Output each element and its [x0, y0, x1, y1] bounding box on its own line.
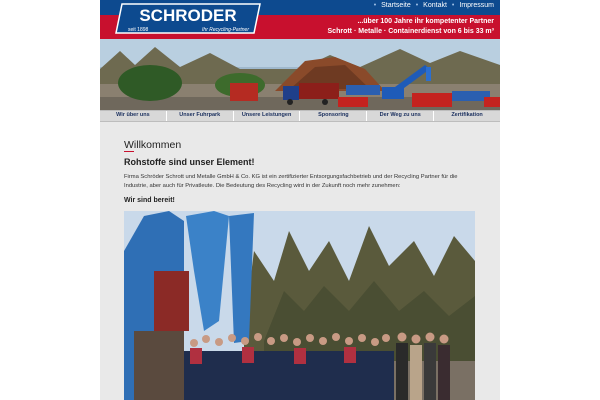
banner-photo — [100, 39, 500, 110]
nav-weg-zu-uns[interactable]: Der Weg zu uns — [367, 111, 434, 121]
nav-fuhrpark[interactable]: Unser Fuhrpark — [167, 111, 234, 121]
tagline — [328, 17, 494, 37]
nav-leistungen[interactable]: Unsere Leistungen — [234, 111, 301, 121]
link-startseite[interactable]: Startseite — [381, 2, 411, 9]
tagline-line-2: Schrott · Metalle · Containerdienst von 6 bis 33 m³ — [327, 28, 494, 35]
logo-name: SCHRODER — [139, 6, 237, 25]
logo-since: seit 1898 — [128, 27, 149, 33]
nav-zertifikation[interactable]: Zertifikation — [451, 112, 483, 118]
bullet-icon: • — [451, 2, 455, 9]
team-photo — [124, 211, 475, 400]
heading-underline — [124, 151, 134, 152]
page-margin — [0, 0, 100, 400]
company-logo[interactable] — [114, 2, 264, 35]
nav-wir-ueber-uns[interactable]: Wir über uns — [100, 111, 167, 121]
top-links — [374, 2, 494, 9]
link-impressum[interactable]: Impressum — [459, 2, 494, 9]
link-kontakt[interactable]: Kontakt — [423, 2, 447, 9]
logo-tagline: Ihr Recycling-Partner — [202, 27, 249, 33]
nav-sponsoring[interactable]: Sponsoring — [300, 111, 367, 121]
welcome-heading: Willkommen — [124, 139, 182, 151]
subheading: Wir sind bereit! — [124, 197, 175, 204]
intro-text: Firma Schröder Schrott und Metalle GmbH & Co. KG ist ein zertifizierter Entsorgungsfachbetrieb und der Recycling Partner für die Industrie, aber auch für Privatleute. Die Bedeutung des Recycling wird in der Zukunft noch mehr zunehmen: — [124, 174, 458, 189]
bullet-icon: • — [415, 2, 419, 9]
tagline-line-1: ...über 100 Jahre ihr kompetenter Partner — [357, 18, 494, 25]
bullet-icon: • — [373, 2, 377, 9]
page — [100, 0, 500, 400]
page-headline: Rohstoffe sind unser Element! — [124, 157, 255, 167]
main-nav — [100, 110, 500, 122]
